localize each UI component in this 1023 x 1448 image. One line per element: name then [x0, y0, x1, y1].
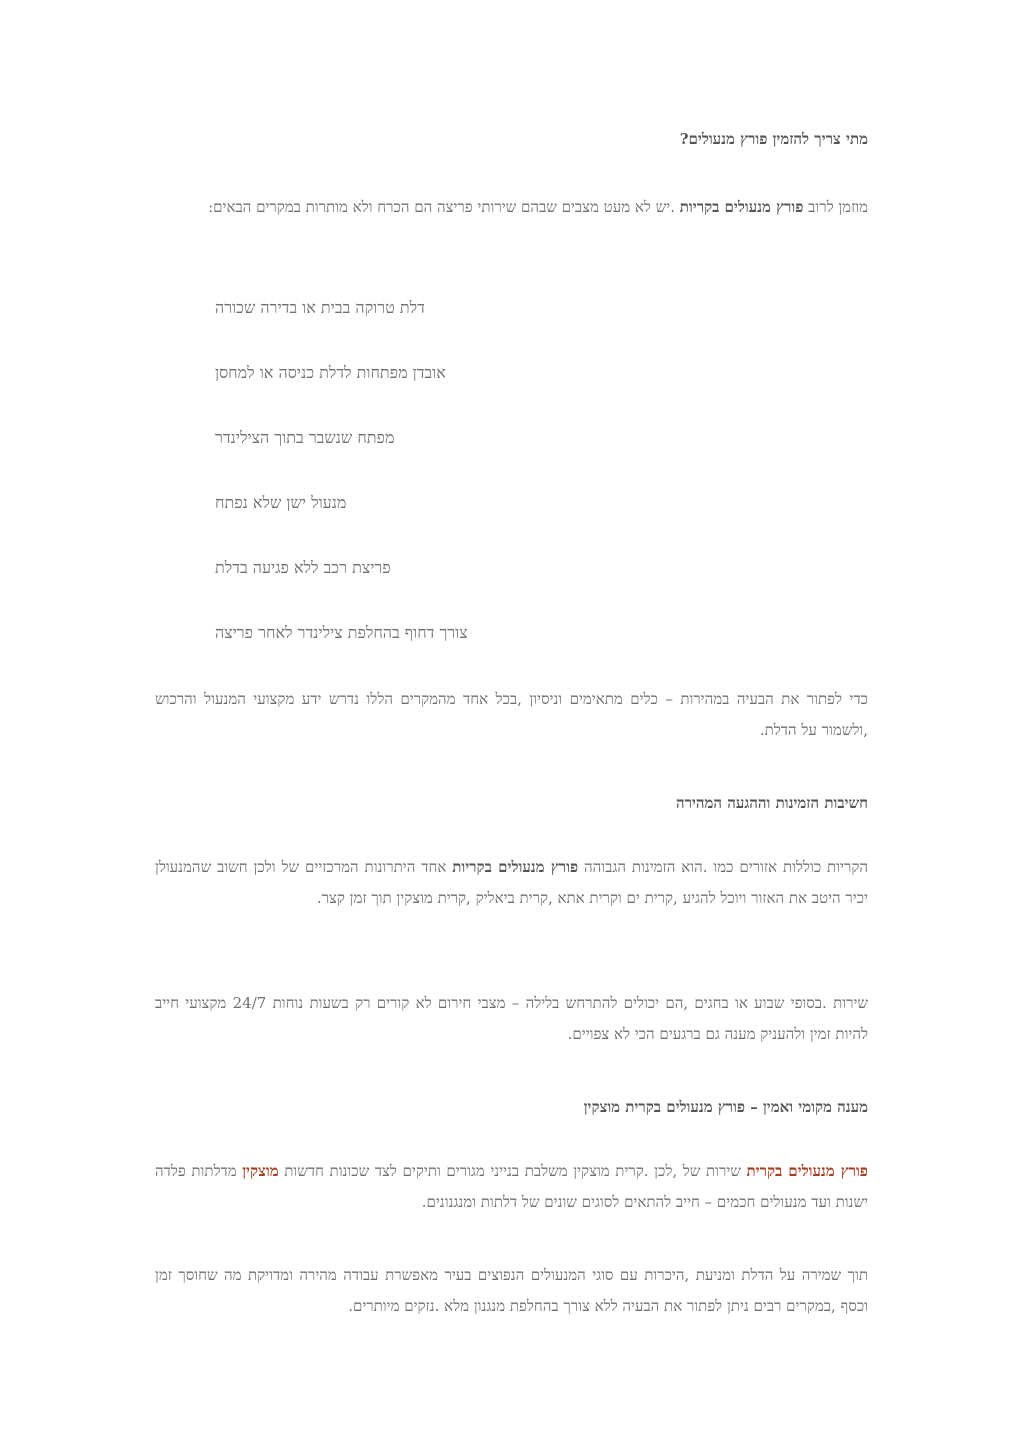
availability-text-start: הקריות כוללות אזורים כמו .הוא הזמינות הגבוהה: [584, 858, 868, 876]
paragraph-professional: כדי לפתור את הבעיה במהירות – כלים מתאימים וניסיון ,בכל אחד מהמקרים הללו נדרש ידע מקצועי המנעול והרכוש ,ולשמור על הדלת.: [155, 690, 868, 739]
link-motzkin[interactable]: מוצקין: [242, 1162, 279, 1180]
case-list: [215, 298, 515, 688]
intro-text-end: .יש לא מעט מצבים שבהם שירותי פריצה הם הכרח ולא מותרות במקרים הבאים:: [208, 198, 675, 216]
intro-text-start: מוזמן לרוב: [808, 198, 868, 216]
intro-strong-keyword: פורץ מנעולים בקריות: [679, 198, 804, 216]
section-heading-local: מענה מקומי ואמין – פורץ מנעולים בקרית מוצקין: [583, 1098, 868, 1116]
paragraph-local: [155, 1156, 868, 1218]
list-item: פריצת רכב ללא פגיעה בדלת: [215, 558, 391, 577]
availability-text-end: אחד היתרונות המרכזיים של ולכן חשוב שהמנעולן יכיר היטב את האזור ויוכל להגיע ,קרית ים וקרית אתא ,קרית ביאליק ,קרית מוצקין תוך זמן קצר.: [155, 858, 868, 907]
section-heading-availability: חשיבות הזמינות וההגעה המהירה: [675, 794, 868, 812]
paragraph-availability: [155, 852, 868, 914]
link-locksmith-kiryat[interactable]: פורץ מנעולים בקרית: [746, 1162, 868, 1180]
list-item: מפתח שנשבר בתוך הצילינדר: [215, 428, 395, 447]
list-item: צורך דחוף בהחלפת צילינדר לאחר פריצה: [215, 623, 468, 642]
list-item: אובדן מפתחות לדלת כניסה או למחסן: [215, 363, 446, 382]
local-text-start: שירות של ,לכן .קרית מוצקין משלבת בנייני מגורים ותיקים לצד שכונות חדשות: [284, 1162, 741, 1180]
section-heading-when: מתי צריך להזמין פורץ מנעולים?: [679, 130, 868, 148]
paragraph-emergency: שירות .בסופי שבוע או בחגים ,הם יכולים להתרחש בלילה – מצבי חירום לא קורים רק בשעות נוחות 24/7 מקצועי חייב להיות זמין ולהעניק מענה גם ברגעים הכי לא צפויים.: [155, 994, 869, 1043]
list-item: דלת טרוקה בבית או בדירה שכורה: [215, 298, 425, 317]
local-text-end: מדלתות פלדה ישנות ועד מנעולים חכמים – חייב להתאים לסוגים שונים של דלתות ומנגנונים.: [155, 1162, 868, 1211]
list-item: מנעול ישן שלא נפתח: [215, 493, 347, 512]
paragraph-expertise: תוך שמירה על הדלת ומניעת ,היכרות עם סוגי המנעולים הנפוצים בעיר מאפשרת עבודה מהירה ומדויקת מה שחוסך זמן וכסף ,במקרים רבים ניתן לפתור את הבעיה ללא צורך בהחלפת מנגנון מלא .נזקים מיותרים.: [155, 1266, 868, 1315]
paragraph-intro: [155, 192, 868, 223]
availability-strong-keyword: פורץ מנעולים בקריות: [452, 858, 579, 876]
